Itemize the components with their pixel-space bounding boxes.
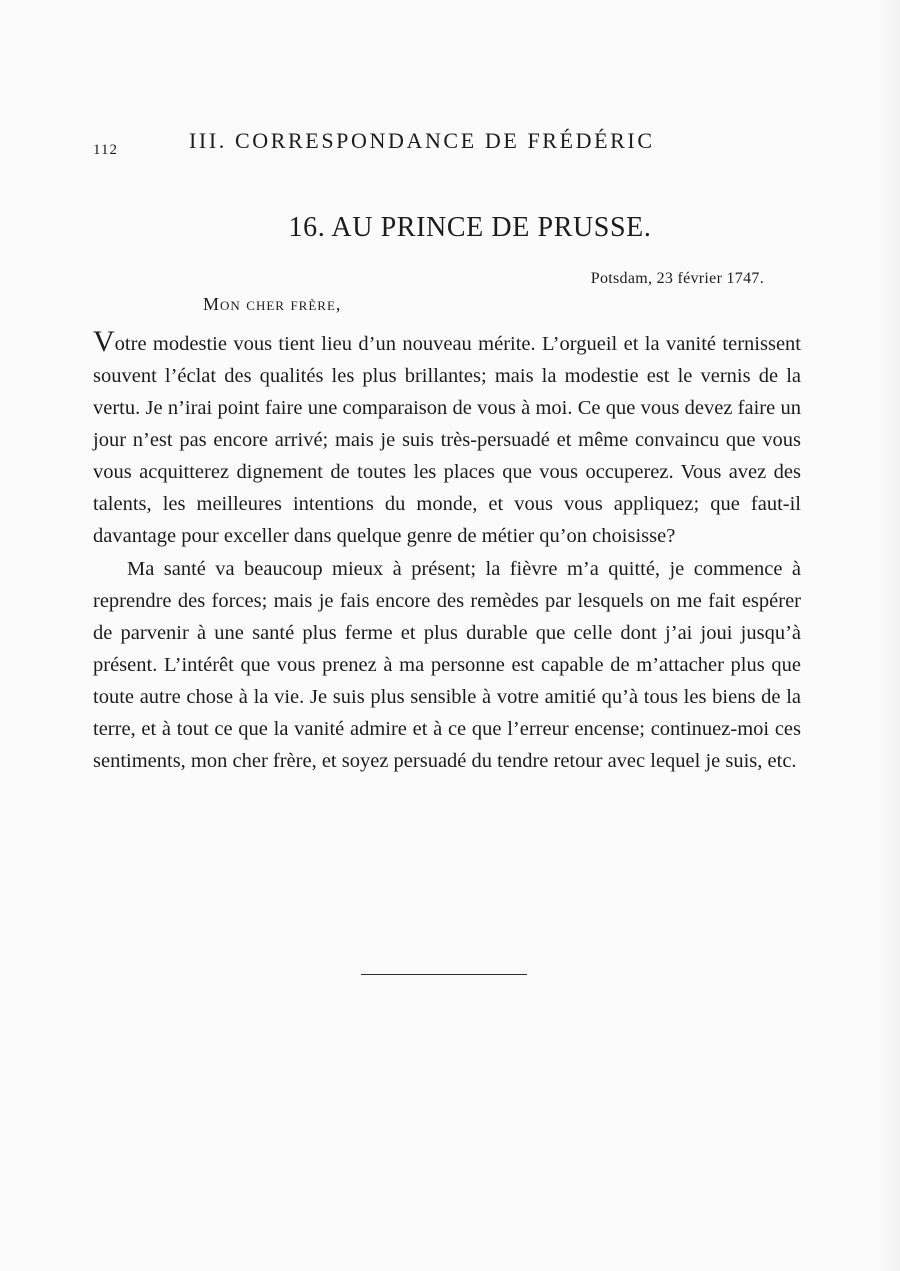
paragraph-1-text: otre modestie vous tient lieu d’un nouveau mérite. L’orgueil et la vanité ternissent souvent l’éclat des qualités les plus brillantes; mais la modestie est le vernis de la vertu. Je n’irai point faire une comparaison de vous à moi. Ce que vous devez faire un jour n’est pas encore arrivé; mais je suis très-persuadé et même convaincu que vous vous acquitterez dignement de toutes les places que vous occuperez. Vous avez des talents, les meilleures intentions du monde, et vous vous appliquez; que faut-il davantage pour exceller dans quelque genre de métier qu’on choisisse? (93, 333, 801, 547)
running-head (93, 128, 703, 160)
letter-salutation: Mon cher frère, (203, 294, 342, 314)
end-rule-divider (361, 974, 527, 975)
letter-paragraph-1 (93, 325, 801, 552)
page-edge-shading (878, 0, 900, 1271)
page-number: 112 (93, 142, 118, 158)
letter-place-date: Potsdam, 23 février 1747. (590, 270, 764, 287)
running-head-title: III. CORRESPONDANCE DE FRÉDÉRIC (189, 128, 655, 153)
letter-title: 16. AU PRINCE DE PRUSSE. (288, 212, 652, 243)
initial-letter: V (93, 325, 115, 358)
paragraph-2-text: Ma santé va beaucoup mieux à présent; la fièvre m’a quitté, je commence à reprendre des forces; mais je fais encore des remèdes par lesquels on me fait espérer de parvenir à une santé plus ferme et plus durable que celle dont j’ai joui jusqu’à présent. L’intérêt que vous prenez à ma personne est capable de m’attacher plus que toute autre chose à la vie. Je suis plus sensible à votre amitié qu’à tous les biens de la terre, et à tout ce que la vanité admire et à ce que l’erreur encense; continuez-moi ces sentiments, mon cher frère, et soyez persuadé du tendre retour avec lequel je suis, etc. (93, 558, 801, 772)
letter-body (93, 325, 801, 777)
letter-paragraph-2 (93, 553, 801, 777)
